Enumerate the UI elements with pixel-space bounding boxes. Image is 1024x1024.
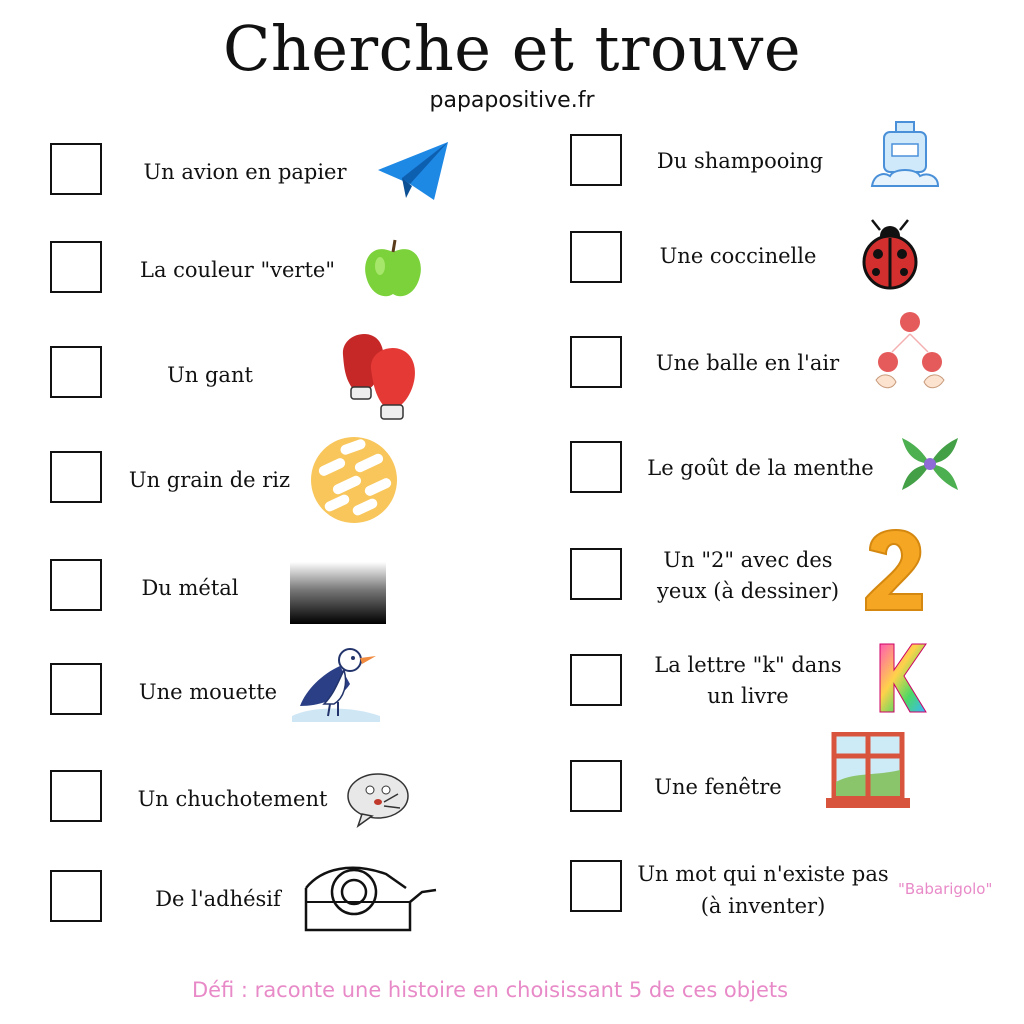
item-label-fenetre: Une fenêtre bbox=[654, 775, 782, 799]
item-label-adhesif: De l'adhésif bbox=[155, 887, 281, 911]
window-icon bbox=[824, 732, 912, 810]
seagull-icon bbox=[292, 640, 382, 722]
checkbox-adhesif[interactable] bbox=[50, 870, 102, 922]
ladybug-icon bbox=[858, 218, 922, 290]
item-label-deux-line2: yeux (à dessiner) bbox=[656, 579, 840, 603]
item-label-menthe: Le goût de la menthe bbox=[647, 456, 874, 480]
item-label-shampooing: Du shampooing bbox=[656, 149, 824, 173]
checkbox-mouette[interactable] bbox=[50, 663, 102, 715]
example-word: "Babarigolo" bbox=[898, 880, 993, 898]
checkbox-verte[interactable] bbox=[50, 241, 102, 293]
checkbox-riz[interactable] bbox=[50, 451, 102, 503]
green-apple-icon bbox=[360, 238, 426, 300]
checkbox-gant[interactable] bbox=[50, 346, 102, 398]
shampoo-icon bbox=[870, 120, 940, 188]
item-label-mot-line2: (à inventer) bbox=[700, 894, 826, 918]
letter-k-icon bbox=[876, 640, 928, 716]
checkbox-coccinelle[interactable] bbox=[570, 231, 622, 283]
number-two-icon bbox=[862, 528, 926, 612]
item-label-k-line2: un livre bbox=[707, 684, 789, 708]
checkbox-mot-invente[interactable] bbox=[570, 860, 622, 912]
boxing-gloves-icon bbox=[335, 325, 430, 425]
item-label-verte: La couleur "verte" bbox=[140, 258, 335, 282]
item-label-mot-line1: Un mot qui n'existe pas bbox=[637, 862, 889, 886]
item-label-avion: Un avion en papier bbox=[143, 160, 347, 184]
whisper-icon bbox=[344, 768, 414, 828]
checkbox-metal[interactable] bbox=[50, 559, 102, 611]
item-label-chuchotement: Un chuchotement bbox=[137, 787, 328, 811]
tape-dispenser-icon bbox=[302, 858, 440, 932]
checkbox-fenetre[interactable] bbox=[570, 760, 622, 812]
item-label-k-line1: La lettre "k" dans bbox=[654, 653, 842, 677]
checkbox-balle[interactable] bbox=[570, 336, 622, 388]
mint-leaves-icon bbox=[900, 434, 960, 494]
item-label-riz: Un grain de riz bbox=[128, 468, 291, 492]
item-label-gant: Un gant bbox=[167, 363, 253, 387]
checkbox-shampooing[interactable] bbox=[570, 134, 622, 186]
checkbox-menthe[interactable] bbox=[570, 441, 622, 493]
item-label-coccinelle: Une coccinelle bbox=[659, 244, 817, 268]
item-label-balle: Une balle en l'air bbox=[655, 351, 840, 375]
site-name: papapositive.fr bbox=[429, 88, 595, 113]
metal-texture-icon bbox=[290, 562, 386, 624]
checkbox-avion[interactable] bbox=[50, 143, 102, 195]
item-label-metal: Du métal bbox=[141, 576, 239, 600]
checkbox-lettre-k[interactable] bbox=[570, 654, 622, 706]
checkbox-chuchotement[interactable] bbox=[50, 770, 102, 822]
challenge-text: Défi : raconte une histoire en choisissant 5 de ces objets bbox=[191, 978, 789, 1002]
paper-plane-icon bbox=[376, 140, 450, 202]
juggling-balls-icon bbox=[874, 310, 946, 402]
rice-grains-icon bbox=[310, 436, 398, 524]
checkbox-deux[interactable] bbox=[570, 548, 622, 600]
item-label-deux-line1: Un "2" avec des bbox=[663, 548, 833, 572]
page-title: Cherche et trouve bbox=[222, 12, 802, 85]
item-label-mouette: Une mouette bbox=[138, 680, 278, 704]
